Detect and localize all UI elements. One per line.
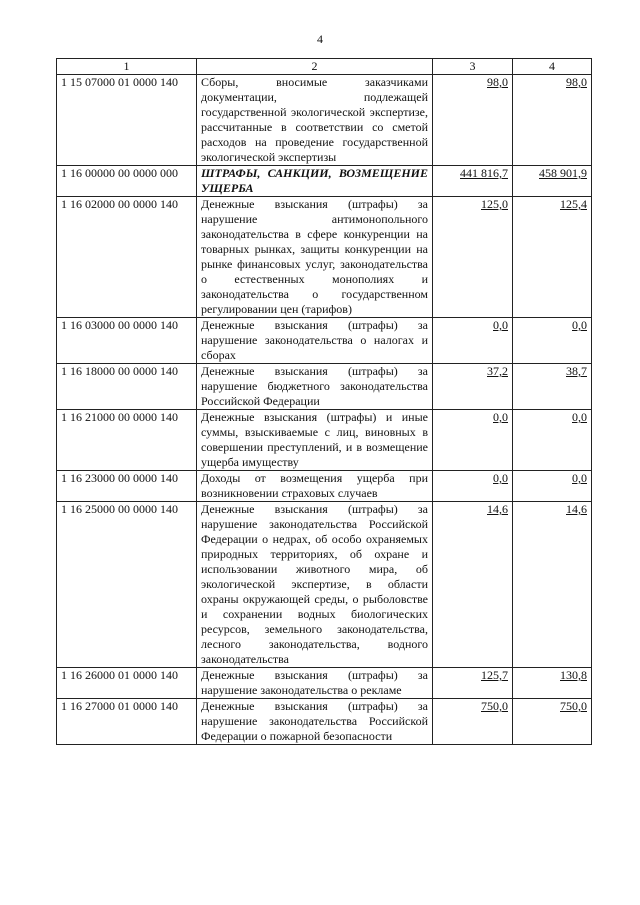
revenue-code: 1 16 02000 00 0000 140 <box>57 197 197 318</box>
value-col-4: 750,0 <box>560 699 587 713</box>
table-row <box>57 668 592 699</box>
value-col-4-cell <box>513 699 592 745</box>
revenue-code: 1 16 18000 00 0000 140 <box>57 364 197 410</box>
value-col-3-cell <box>433 166 513 197</box>
value-col-4: 125,4 <box>560 197 587 211</box>
revenue-description: Денежные взыскания (штрафы) за нарушение законодательства Российской Федерации о пожарной безопасности <box>197 699 433 745</box>
value-col-3: 441 816,7 <box>460 166 508 180</box>
table-row <box>57 75 592 166</box>
value-col-4: 14,6 <box>566 502 587 516</box>
value-col-3: 0,0 <box>493 471 508 485</box>
value-col-3-cell <box>433 699 513 745</box>
value-col-4-cell <box>513 318 592 364</box>
table-row <box>57 502 592 668</box>
revenue-description: Денежные взыскания (штрафы) за нарушение законодательства Российской Федерации о недрах, об особо охраняемых природных территориях, об охране и использовании животного мира, об экологической экспертизе, в области охраны окружающей среды, о рыболовстве и сохранении водных биологических ресурсов, земельного законодательства, лесного законодательства, водного законодательства <box>197 502 433 668</box>
value-col-3: 14,6 <box>487 502 508 516</box>
value-col-3-cell <box>433 197 513 318</box>
table-row <box>57 197 592 318</box>
value-col-3-cell <box>433 318 513 364</box>
revenue-description: Доходы от возмещения ущерба при возникновении страховых случаев <box>197 471 433 502</box>
value-col-3: 98,0 <box>487 75 508 89</box>
value-col-4: 38,7 <box>566 364 587 378</box>
value-col-3: 750,0 <box>481 699 508 713</box>
revenue-code: 1 16 25000 00 0000 140 <box>57 502 197 668</box>
value-col-3-cell <box>433 668 513 699</box>
value-col-3-cell <box>433 502 513 668</box>
table-row <box>57 166 592 197</box>
budget-revenue-table <box>56 58 592 745</box>
revenue-description: Денежные взыскания (штрафы) и иные суммы, взыскиваемые с лиц, виновных в совершении преступлений, и в возмещение ущерба имуществу <box>197 410 433 471</box>
header-col-2: 2 <box>197 59 433 75</box>
table-header-row <box>57 59 592 75</box>
value-col-4-cell <box>513 197 592 318</box>
table-row <box>57 364 592 410</box>
table-row <box>57 699 592 745</box>
value-col-4-cell <box>513 668 592 699</box>
value-col-3: 125,7 <box>481 668 508 682</box>
table-body <box>57 75 592 745</box>
value-col-4-cell <box>513 75 592 166</box>
header-col-3: 3 <box>433 59 513 75</box>
revenue-description: Денежные взыскания (штрафы) за нарушение бюджетного законодательства Российской Федерации <box>197 364 433 410</box>
page-number: 4 <box>317 32 323 46</box>
value-col-4: 0,0 <box>572 410 587 424</box>
value-col-4: 0,0 <box>572 318 587 332</box>
header-col-4: 4 <box>513 59 592 75</box>
value-col-3-cell <box>433 75 513 166</box>
revenue-description: Денежные взыскания (штрафы) за нарушение антимонопольного законодательства в сфере конкуренции на товарных рынках, защиты конкуренции на рынке финансовых услуг, законодательства о естественных монополиях и законодательства о государственном регулировании цен (тарифов) <box>197 197 433 318</box>
value-col-4: 0,0 <box>572 471 587 485</box>
value-col-3-cell <box>433 364 513 410</box>
table-row <box>57 410 592 471</box>
value-col-3: 0,0 <box>493 410 508 424</box>
value-col-4-cell <box>513 471 592 502</box>
revenue-code: 1 16 23000 00 0000 140 <box>57 471 197 502</box>
value-col-3-cell <box>433 471 513 502</box>
revenue-description: Денежные взыскания (штрафы) за нарушение законодательства о рекламе <box>197 668 433 699</box>
header-col-1: 1 <box>57 59 197 75</box>
table-row <box>57 318 592 364</box>
revenue-description: Сборы, вносимые заказчиками документации, подлежащей государственной экологической экспертизе, рассчитанные в соответствии со сметой расходов на проведение государственной экологической экспертизы <box>197 75 433 166</box>
value-col-4-cell <box>513 410 592 471</box>
value-col-4-cell <box>513 166 592 197</box>
value-col-4: 98,0 <box>566 75 587 89</box>
value-col-4: 458 901,9 <box>539 166 587 180</box>
table-row <box>57 471 592 502</box>
revenue-code: 1 16 03000 00 0000 140 <box>57 318 197 364</box>
value-col-3-cell <box>433 410 513 471</box>
value-col-4-cell <box>513 502 592 668</box>
revenue-code: 1 16 26000 01 0000 140 <box>57 668 197 699</box>
value-col-3: 0,0 <box>493 318 508 332</box>
value-col-4-cell <box>513 364 592 410</box>
value-col-3: 37,2 <box>487 364 508 378</box>
revenue-code: 1 15 07000 01 0000 140 <box>57 75 197 166</box>
value-col-3: 125,0 <box>481 197 508 211</box>
revenue-code: 1 16 27000 01 0000 140 <box>57 699 197 745</box>
revenue-code: 1 16 00000 00 0000 000 <box>57 166 197 197</box>
revenue-code: 1 16 21000 00 0000 140 <box>57 410 197 471</box>
revenue-description: ШТРАФЫ, САНКЦИИ, ВОЗМЕЩЕНИЕ УЩЕРБА <box>197 166 433 197</box>
revenue-description: Денежные взыскания (штрафы) за нарушение законодательства о налогах и сборах <box>197 318 433 364</box>
value-col-4: 130,8 <box>560 668 587 682</box>
